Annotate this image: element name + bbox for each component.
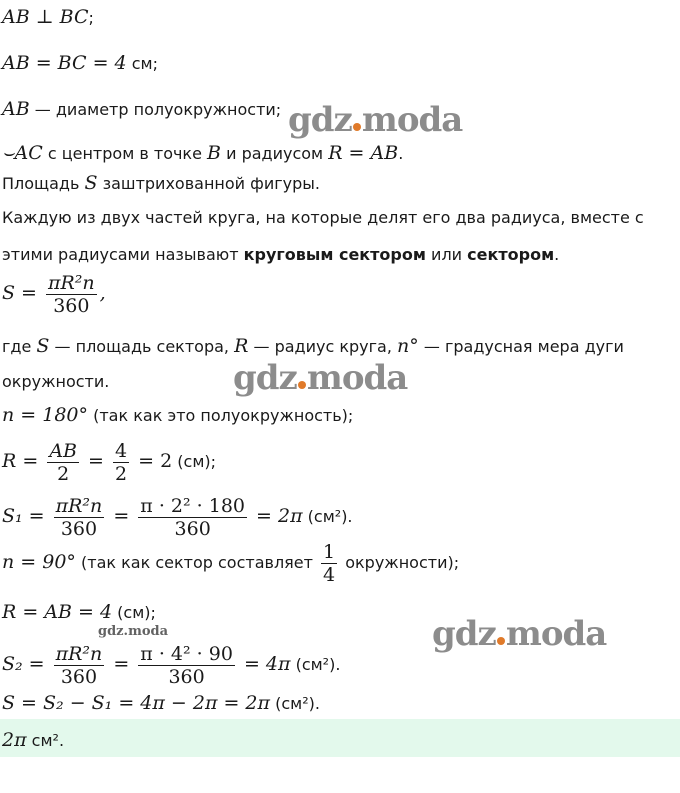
watermark-logo: gdz moda [432, 614, 607, 654]
watermark-dot-icon [298, 381, 306, 389]
n-semicircle: n = 180° (так как это полуокружность); [2, 404, 354, 426]
total-area: S = S₂ − S₁ = 4π − 2π = 2π (см²). [2, 692, 320, 714]
fraction: $\frac{\text{π · 4² · 90}}{360}$ [140, 643, 233, 688]
watermark-small: gdz.moda [98, 624, 169, 639]
given-diameter: AB — диаметр полуокружности; [2, 98, 282, 120]
radius-half: R = $\frac{AB}{2}$ = $\frac{4}{2}$ = 2 (см); [2, 440, 217, 485]
s2-calculation: S₂ = $\frac{\text{πR²n}}{360}$ = $\frac{\text{π · 4² · 90}}{360}$ = 4π (см²). [2, 643, 341, 688]
fraction: $\frac{4}{2}$ [115, 440, 128, 485]
fraction: $\frac{AB}{2}$ [49, 440, 77, 485]
arc-ac: ⌣AC [2, 142, 43, 164]
given-lengths: AB = BC = 4 см; [2, 52, 158, 74]
where-line-1: где S — площадь сектора, R — радиус круга, n° — градусная мера дуги [2, 335, 624, 357]
n-quarter: n = 90° (так как сектор составляет $\frac{1}{4}$ окружности); [2, 541, 460, 586]
watermark-dot-icon [497, 637, 505, 645]
fraction: $\frac{\text{πR²n}}{360}$ [55, 643, 103, 688]
math-ab-perp-bc: AB ⊥ BC [2, 6, 89, 28]
s1-calculation: S₁ = $\frac{\text{πR²n}}{360}$ = $\frac{\text{π · 2² · 180}}{360}$ = 2π (см²). [2, 495, 353, 540]
fraction: $\frac{\text{πR²n}}{360}$ [48, 272, 95, 317]
radius-full: R = AB = 4 (см); [2, 601, 156, 623]
fraction: $\frac{\text{πR²n}}{360}$ [55, 495, 103, 540]
fraction: $\frac{\text{π · 2² · 180}}{360}$ [140, 495, 245, 540]
watermark-logo: gdz moda [288, 100, 463, 140]
answer-highlight [0, 719, 680, 757]
given-arc: ⌣AC с центром в точке B и радиусом R = AB. [2, 142, 404, 164]
where-line-2: окружности. [2, 372, 110, 391]
watermark-logo: gdz moda [233, 358, 408, 398]
answer: 2π см². [2, 729, 65, 751]
find-statement: Площадь S заштрихованной фигуры. [2, 172, 320, 194]
definition-line-2: этими радиусами называют круговым сектором или сектором. [2, 245, 560, 264]
definition-line-1: Каждую из двух частей круга, на которые делят его два радиуса, вместе с [2, 208, 644, 227]
given-perpendicular: AB ⊥ BC; [2, 6, 94, 28]
fraction: $\frac{1}{4}$ [323, 541, 336, 586]
watermark-dot-icon [353, 123, 361, 131]
sector-formula: S = $\frac{\text{πR²n}}{360}$ , [2, 272, 106, 317]
